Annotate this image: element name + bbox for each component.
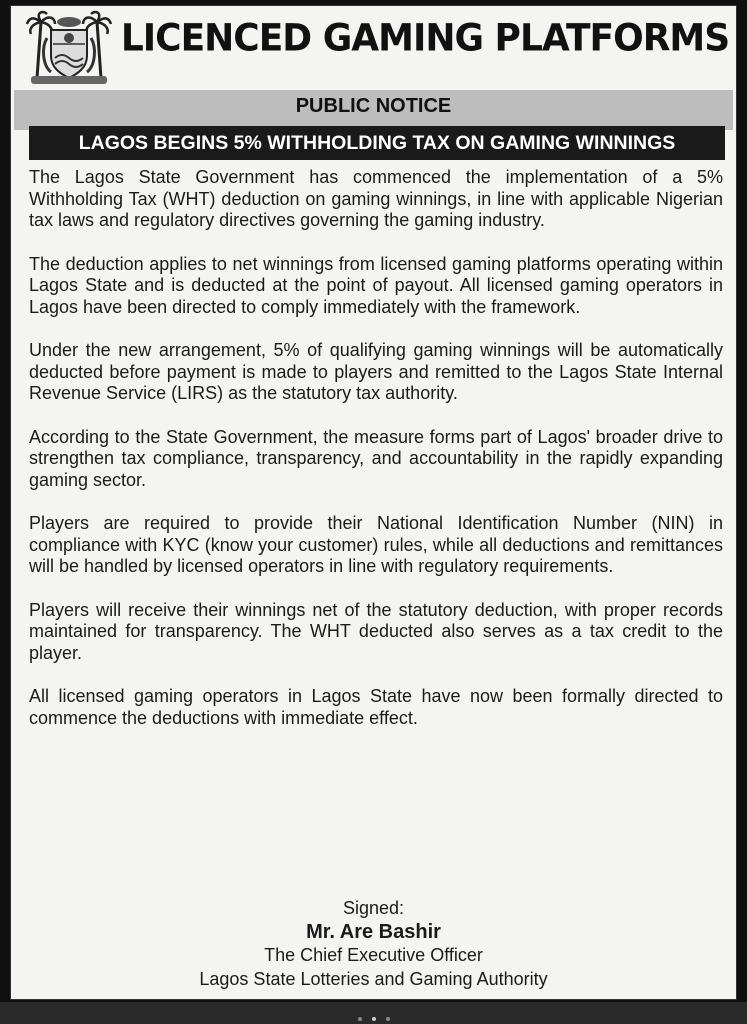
signed-label: Signed: <box>342 898 405 918</box>
signatory-position: The Chief Executive Officer <box>264 945 483 965</box>
notice-body <box>29 167 723 751</box>
coat-of-arms-icon <box>25 8 113 86</box>
signatory-organization: Lagos State Lotteries and Gaming Authority <box>199 968 548 989</box>
paragraph: According to the State Government, the measure forms part of Lagos' broader drive to strengthen tax compliance, transparency, and accountability in the rapidly expanding gaming sector. <box>29 426 723 490</box>
notice-label: PUBLIC NOTICE <box>295 95 452 117</box>
paragraph: All licensed gaming operators in Lagos State have now been formally directed to commence the deductions with immediate effect. <box>29 686 723 728</box>
paragraph: Players are required to provide their National Identification Number (NIN) in compliance with KYC (know your customer) rules, while all deductions and remittances will be handled by licensed operators in line with regulatory requirements. <box>29 513 723 576</box>
signature-block <box>11 897 736 991</box>
paragraph: The deduction applies to net winnings from licensed gaming platforms operating within Lagos State and is deducted at the point of payout. All licensed gaming operators in Lagos have been directed to comply immediately with the framework. <box>29 253 723 317</box>
paragraph: Under the new arrangement, 5% of qualifying gaming winnings will be automatically deducted before payment is made to players and remitted to the Lagos State Internal Revenue Service (LIRS) as the statutory tax authority. <box>29 340 723 403</box>
paragraph: Players will receive their winnings net of the statutory deduction, with proper records maintained for transparency. The WHT deducted also serves as a tax credit to the player. <box>29 599 723 663</box>
headline: LAGOS BEGINS 5% WITHHOLDING TAX ON GAMING WINNINGS <box>29 126 725 160</box>
page-indicator-icon <box>352 1016 396 1022</box>
paragraph: The Lagos State Government has commenced the implementation of a 5% Withholding Tax (WHT) deduction on gaming winnings, in line with applicable Nigerian tax laws and regulatory directives governing the gaming industry. <box>29 167 723 230</box>
notice-page <box>10 5 737 1000</box>
page-title: LICENCED GAMING PLATFORMS <box>120 16 730 61</box>
signatory-name: Mr. Are Bashir <box>306 920 441 943</box>
